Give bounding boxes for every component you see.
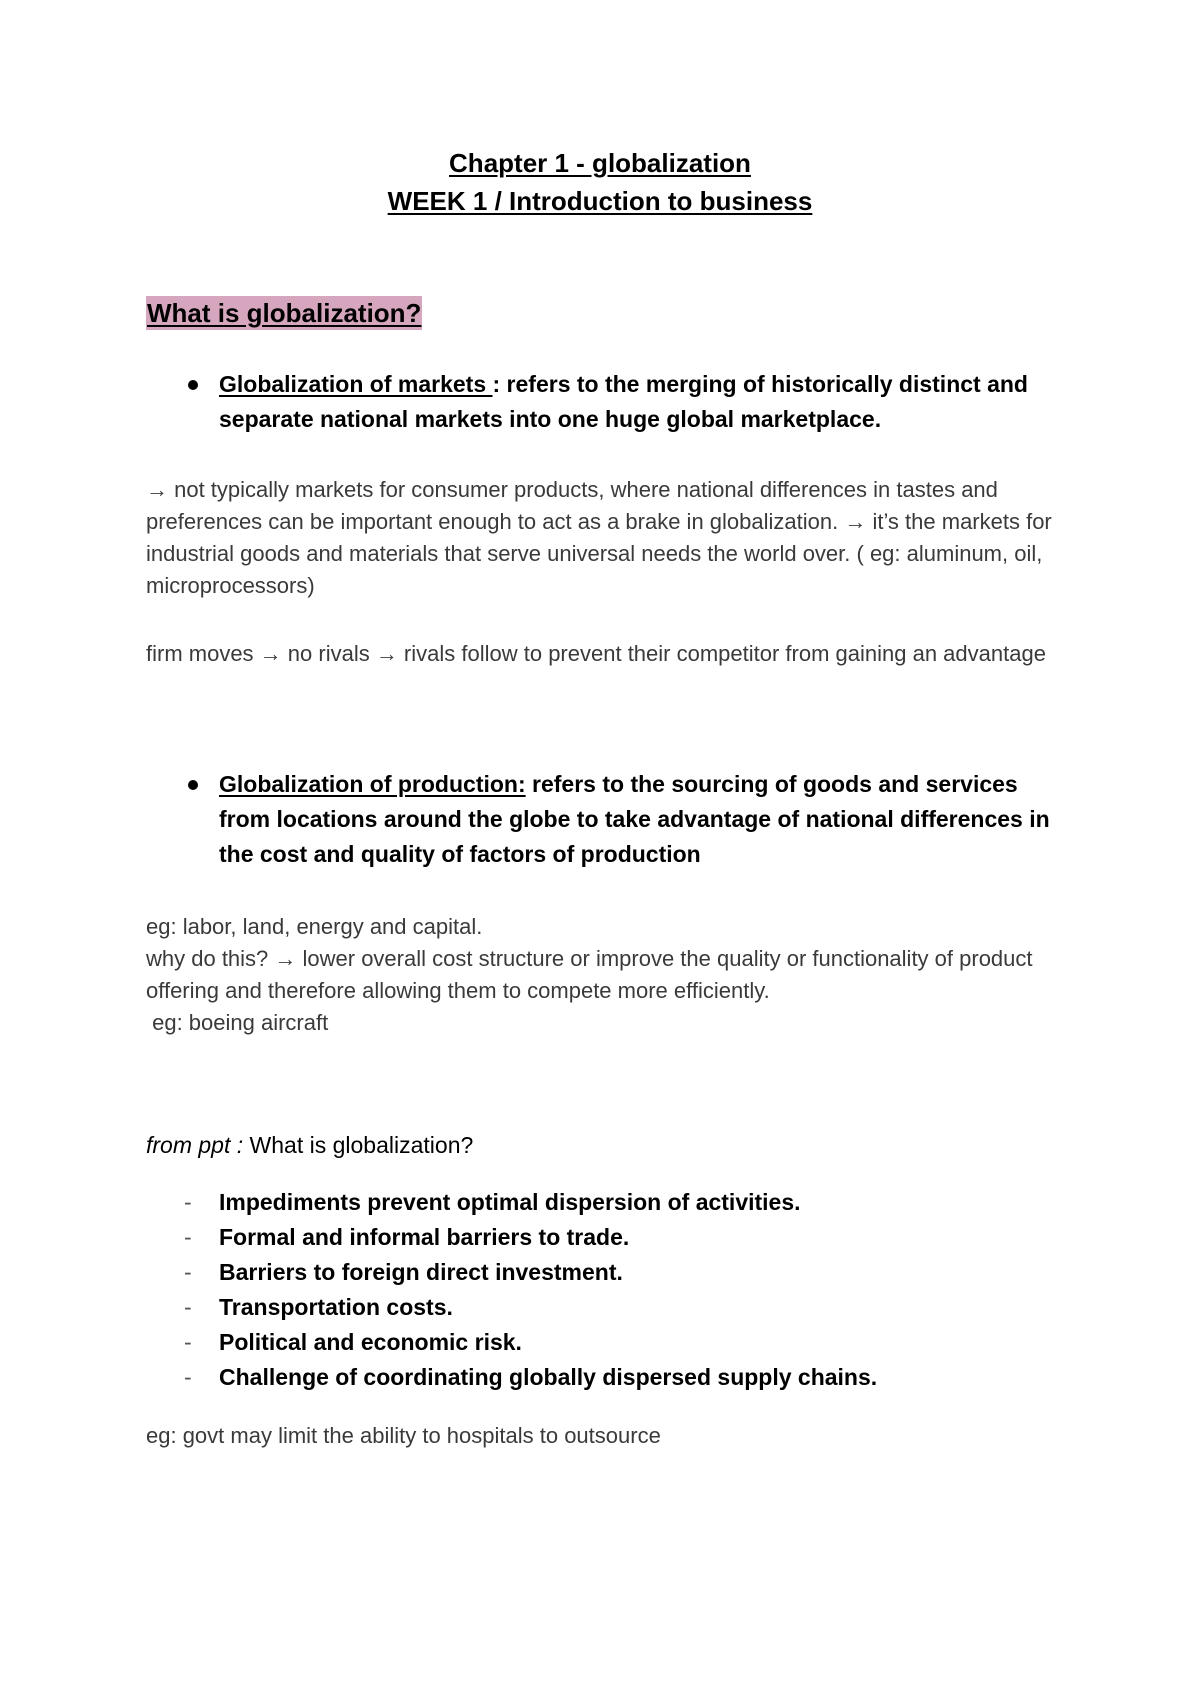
dash-marker: - xyxy=(184,1189,192,1215)
markets-note-text: → not typically markets for consumer products, where national differences in tastes and preferences can be important enough to act as a brake in globalization. → it’s the markets for industrial goods and materials that serve universal needs the world over. ( eg: aluminum, oil, microprocessors) xyxy=(146,477,1052,598)
dash-marker: - xyxy=(184,1329,192,1355)
bullet-globalization-of-production xyxy=(146,767,1066,872)
outsource-note-text: eg: govt may limit the ability to hospitals to outsource xyxy=(146,1423,661,1448)
document-title xyxy=(0,144,1200,220)
list-item xyxy=(146,1325,1066,1360)
list-item-text: Barriers to foreign direct investment. xyxy=(219,1259,623,1285)
dash-marker: - xyxy=(184,1294,192,1320)
list-item xyxy=(146,1220,1066,1255)
bullet-text xyxy=(219,367,1066,437)
list-item-text: Transportation costs. xyxy=(219,1294,453,1320)
production-note xyxy=(146,911,1066,1039)
week-title: WEEK 1 / Introduction to business xyxy=(387,186,813,216)
section-heading: What is globalization? xyxy=(147,298,422,328)
rivals-note-text: firm moves → no rivals → rivals follow to prevent their competitor from gaining an advantage xyxy=(146,641,1046,666)
dash-marker: - xyxy=(184,1224,192,1250)
ppt-label: from ppt : xyxy=(146,1132,244,1158)
production-note-line1: eg: labor, land, energy and capital. xyxy=(146,914,483,939)
list-item-text: Challenge of coordinating globally dispersed supply chains. xyxy=(219,1364,878,1390)
impediments-list xyxy=(146,1185,1066,1395)
list-item xyxy=(146,1185,1066,1220)
list-item-text: Political and economic risk. xyxy=(219,1329,522,1355)
list-item xyxy=(146,1255,1066,1290)
list-item xyxy=(146,1360,1066,1395)
dash-marker: - xyxy=(184,1259,192,1285)
production-note-line2: why do this? → lower overall cost structure or improve the quality or functionality of product offering and therefore allowing them to compete more efficiently. xyxy=(146,946,1033,1003)
definition-markets: : refers to the merging of historically distinct and separate national markets into one huge global marketplace. xyxy=(219,371,1028,432)
ppt-heading xyxy=(146,1128,473,1162)
chapter-title: Chapter 1 - globalization xyxy=(449,148,751,178)
bullet-globalization-of-markets xyxy=(146,367,1066,437)
dash-marker: - xyxy=(184,1364,192,1390)
rivals-note xyxy=(146,638,1066,670)
definition-production: refers to the sourcing of goods and services from locations around the globe to take advantage of national differences in the cost and quality of factors of production xyxy=(219,771,1050,867)
bullet-text xyxy=(219,767,1066,872)
production-note-line3: eg: boeing aircraft xyxy=(146,1010,329,1035)
bullet-dot-icon xyxy=(188,780,198,790)
term-production: Globalization of production: xyxy=(219,771,526,797)
list-item-text: Formal and informal barriers to trade. xyxy=(219,1224,630,1250)
ppt-heading-text: What is globalization? xyxy=(243,1132,474,1158)
list-item xyxy=(146,1290,1066,1325)
outsource-note xyxy=(146,1420,1066,1452)
bullet-dot-icon xyxy=(188,380,198,390)
markets-note xyxy=(146,474,1066,602)
term-markets: Globalization of markets xyxy=(219,371,493,397)
list-item-text: Impediments prevent optimal dispersion of activities. xyxy=(219,1189,801,1215)
